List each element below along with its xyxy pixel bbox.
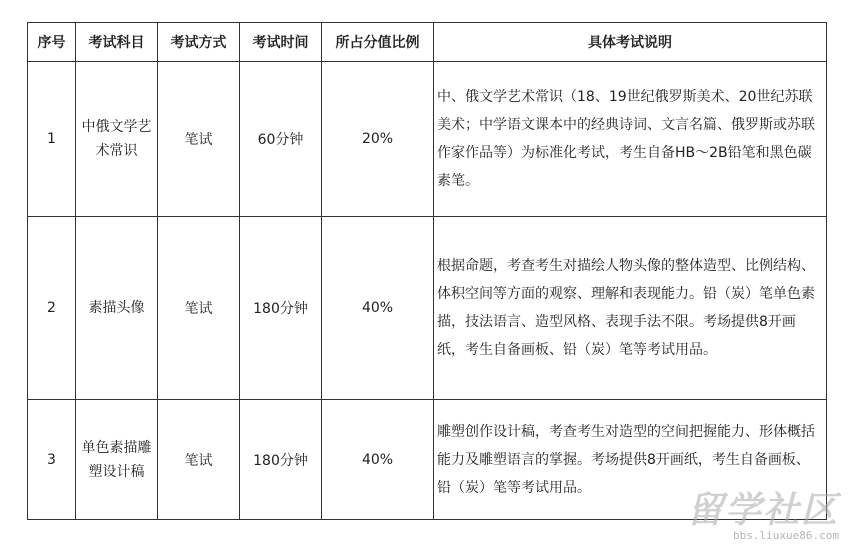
cell-method: 笔试: [158, 217, 240, 400]
cell-number: 1: [28, 62, 76, 217]
cell-method: 笔试: [158, 62, 240, 217]
cell-number: 2: [28, 217, 76, 400]
cell-time: 180分钟: [240, 400, 322, 520]
cell-description: 中、俄文学艺术常识（18、19世纪俄罗斯美术、20世纪苏联美术；中学语文课本中的经典诗词、文言名篇、俄罗斯或苏联作家作品等）为标准化考试，考生自备HB～2B铅笔和黑色碳素笔。: [434, 62, 827, 217]
cell-ratio: 20%: [322, 62, 434, 217]
cell-ratio: 40%: [322, 217, 434, 400]
cell-subject: 单色素描雕塑设计稿: [76, 400, 158, 520]
cell-time: 60分钟: [240, 62, 322, 217]
watermark-url: bbs.liuxue86.com: [733, 529, 839, 542]
cell-subject: 素描头像: [76, 217, 158, 400]
header-ratio: 所占分值比例: [322, 23, 434, 62]
cell-time: 180分钟: [240, 217, 322, 400]
cell-number: 3: [28, 400, 76, 520]
header-time: 考试时间: [240, 23, 322, 62]
cell-subject: 中俄文学艺术常识: [76, 62, 158, 217]
table-row: [28, 62, 827, 217]
watermark-logo: 留学社区: [686, 490, 839, 531]
header-method: 考试方式: [158, 23, 240, 62]
header-subject: 考试科目: [76, 23, 158, 62]
header-number: 序号: [28, 23, 76, 62]
table-row: [28, 400, 827, 520]
cell-ratio: 40%: [322, 400, 434, 520]
cell-description: 根据命题，考查考生对描绘人物头像的整体造型、比例结构、体积空间等方面的观察、理解和表现能力。铅（炭）笔单色素描，技法语言、造型风格、表现手法不限。考场提供8开画纸，考生自备画板、铅（炭）笔等考试用品。: [434, 217, 827, 400]
table-row: [28, 217, 827, 400]
header-description: 具体考试说明: [434, 23, 827, 62]
exam-table: [27, 22, 827, 520]
header-row: [28, 23, 827, 62]
cell-method: 笔试: [158, 400, 240, 520]
cell-description: 雕塑创作设计稿，考查考生对造型的空间把握能力、形体概括能力及雕塑语言的掌握。考场提供8开画纸，考生自备画板、铅（炭）笔等考试用品。: [434, 400, 827, 520]
